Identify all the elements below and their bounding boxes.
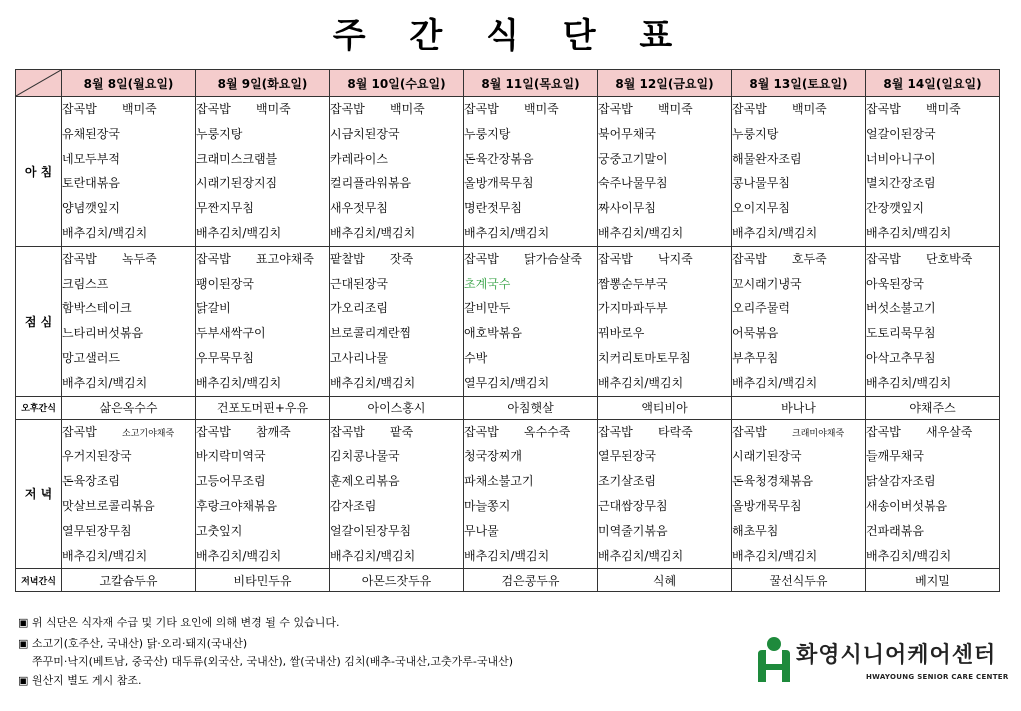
- menu-item: 돈육청경채볶음: [732, 474, 814, 489]
- porridge-item: 닭가슴살죽: [524, 251, 582, 266]
- menu-item: 조기살조림: [598, 474, 656, 489]
- menu-item: 해물완자조림: [732, 151, 802, 166]
- menu-item: 두부새싹구이: [196, 326, 266, 341]
- logo-subtitle: HWAYOUNG SENIOR CARE CENTER: [866, 673, 1009, 681]
- rice-item: 잡곡밥: [866, 102, 901, 116]
- menu-item: 배추김치/백김치: [598, 225, 684, 240]
- menu-item: 토란대볶음: [62, 176, 120, 191]
- menu-item: 얼갈이된장무침: [330, 523, 412, 538]
- menu-item: 가지마파두부: [598, 301, 668, 316]
- snack-cell: 베지밀: [866, 569, 1000, 592]
- menu-item: 버섯소불고기: [866, 301, 936, 316]
- menu-item: 콩나물무침: [732, 176, 790, 191]
- menu-item: 오리주물럭: [732, 301, 790, 316]
- menu-item: 크래미스크램블: [196, 151, 278, 166]
- porridge-item: 백미죽: [524, 102, 559, 116]
- note-see-origin: ▣ 원산지 별도 게시 참조.: [18, 674, 142, 687]
- menu-item: 애호박볶음: [464, 326, 522, 341]
- menu-item: 후랑크야채볶음: [196, 498, 278, 513]
- menu-item: 크림스프: [62, 276, 109, 291]
- menu-item: 북어무채국: [598, 126, 656, 141]
- menu-item-line: [464, 420, 597, 445]
- menu-cell: [866, 419, 1000, 569]
- menu-item-line: [866, 247, 999, 272]
- menu-item: 명란젓무침: [464, 201, 522, 216]
- menu-cell: [196, 246, 330, 396]
- menu-item: 무나물: [464, 523, 499, 538]
- menu-item: 카레라이스: [330, 151, 388, 166]
- menu-item: 브로콜리계란찜: [330, 326, 412, 341]
- menu-cell: [196, 419, 330, 569]
- menu-item: 우무묵무침: [196, 350, 254, 365]
- snack-cell: 검은콩두유: [464, 569, 598, 592]
- menu-cell: [62, 246, 196, 396]
- menu-item: 양념깻잎지: [62, 201, 120, 216]
- menu-item-line: [732, 247, 865, 272]
- logo-name: 화영시니어케어센터: [796, 643, 997, 668]
- snack-cell: 식혜: [598, 569, 732, 592]
- menu-item: 열무된장국: [598, 449, 656, 464]
- porridge-item: 타락죽: [658, 424, 693, 439]
- menu-cell: [732, 419, 866, 569]
- menu-item: 배추김치/백김치: [464, 225, 550, 240]
- menu-item-line: [196, 420, 329, 445]
- rice-item: 잡곡밥: [62, 102, 97, 116]
- menu-item: 배추김치/백김치: [330, 225, 416, 240]
- menu-cell: [464, 97, 598, 247]
- menu-item: 함박스테이크: [62, 301, 132, 316]
- porridge-item: 표고야채죽: [256, 251, 314, 266]
- menu-item: 배추김치/백김치: [62, 375, 148, 390]
- menu-item: 배추김치/백김치: [330, 548, 416, 563]
- menu-cell: [62, 97, 196, 247]
- menu-item: 훈제오리볶음: [330, 474, 400, 489]
- menu-item: 돈육장조림: [62, 474, 120, 489]
- menu-item-line: [732, 420, 865, 445]
- rice-item: 잡곡밥: [866, 251, 901, 266]
- menu-item: 바지락미역국: [196, 449, 266, 464]
- menu-item: 멸치간장조림: [866, 176, 936, 191]
- menu-item: 올방개묵무침: [464, 176, 534, 191]
- menu-item-line: [62, 97, 195, 122]
- porridge-item: 단호박죽: [926, 251, 973, 266]
- menu-item: 감자조림: [330, 498, 377, 513]
- menu-item: 새우젓무침: [330, 201, 388, 216]
- corner-cell: [16, 70, 62, 97]
- menu-item: 열무된장무침: [62, 523, 132, 538]
- menu-item: 새송이버섯볶음: [866, 498, 948, 513]
- snack-cell: 건포도머핀+우유: [196, 396, 330, 419]
- snack-cell: 비타민두유: [196, 569, 330, 592]
- menu-cell: [598, 246, 732, 396]
- snack-cell: 바나나: [732, 396, 866, 419]
- menu-item: 근대된장국: [330, 276, 388, 291]
- menu-item: 배추김치/백김치: [196, 375, 282, 390]
- menu-cell: [866, 246, 1000, 396]
- menu-item: 배추김치/백김치: [866, 375, 952, 390]
- day-header: 8월 13일(토요일): [732, 70, 866, 97]
- menu-item: 누룽지탕: [464, 126, 511, 141]
- menu-item-line: [196, 97, 329, 122]
- rice-item: 잡곡밥: [732, 102, 767, 116]
- menu-item: 고사리나물: [330, 350, 388, 365]
- menu-item: 꿔바로우: [598, 326, 645, 341]
- menu-item: 해초무침: [732, 523, 779, 538]
- snack-cell: 아몬드잣두유: [330, 569, 464, 592]
- menu-item: 팽이된장국: [196, 276, 254, 291]
- menu-item-line: [866, 97, 999, 122]
- menu-item-line: [732, 97, 865, 122]
- menu-item: 수박: [464, 350, 488, 365]
- snack-label: 오후간식: [16, 396, 62, 419]
- menu-item: 배추김치/백김치: [732, 548, 818, 563]
- menu-item-line: [598, 420, 731, 445]
- snack-cell: 아이스홍시: [330, 396, 464, 419]
- rice-item: 잡곡밥: [598, 251, 633, 266]
- rice-item: 잡곡밥: [598, 424, 633, 439]
- rice-item: 잡곡밥: [196, 424, 231, 439]
- porridge-item: 백미죽: [122, 102, 157, 116]
- menu-item: 배추김치/백김치: [196, 548, 282, 563]
- menu-item: 초계국수: [464, 276, 511, 291]
- menu-item: 닭살감자조림: [866, 474, 936, 489]
- snack-cell: 삶은옥수수: [62, 396, 196, 419]
- porridge-item: 녹두죽: [122, 251, 157, 266]
- porridge-item: 옥수수죽: [524, 424, 571, 439]
- menu-cell: [330, 97, 464, 247]
- menu-item: 간장깻잎지: [866, 201, 924, 216]
- menu-item: 네모두부적: [62, 151, 120, 166]
- menu-item-line: [62, 247, 195, 272]
- snack-cell: 고칼슘두유: [62, 569, 196, 592]
- rice-item: 잡곡밥: [464, 424, 499, 439]
- menu-item: 어묵볶음: [732, 326, 779, 341]
- porridge-item: 백미죽: [256, 102, 291, 116]
- menu-item: 고등어무조림: [196, 474, 266, 489]
- menu-item: 배추김치/백김치: [866, 548, 952, 563]
- porridge-item: 백미죽: [926, 102, 961, 116]
- menu-item: 건파래볶음: [866, 523, 924, 538]
- rice-item: 잡곡밥: [330, 424, 365, 439]
- day-header: 8월 10일(수요일): [330, 70, 464, 97]
- menu-cell: [866, 97, 1000, 247]
- snack-cell: 꿀선식두유: [732, 569, 866, 592]
- center-logo: [754, 636, 1009, 690]
- menu-item: 아욱된장국: [866, 276, 924, 291]
- menu-item: 도토리묵무침: [866, 326, 936, 341]
- menu-item: 배추김치/백김치: [62, 225, 148, 240]
- menu-item-line: [330, 420, 463, 445]
- porridge-item: 백미죽: [792, 102, 827, 116]
- menu-item: 너비아니구이: [866, 151, 936, 166]
- breakfast-row: [16, 97, 1000, 247]
- menu-item: 치커리토마토무침: [598, 350, 691, 365]
- menu-item: 근대쌈장무침: [598, 498, 668, 513]
- rice-item: 잡곡밥: [866, 424, 901, 439]
- menu-item-line: [598, 247, 731, 272]
- pm-snack-row: [16, 396, 1000, 419]
- weekly-menu-table: [15, 69, 1000, 592]
- menu-item: 오이지무침: [732, 201, 790, 216]
- menu-cell: [598, 97, 732, 247]
- meal-label: 점 심: [16, 246, 62, 396]
- menu-item: 우거지된장국: [62, 449, 132, 464]
- menu-item-line: [62, 420, 195, 445]
- day-header: 8월 8일(월요일): [62, 70, 196, 97]
- menu-item: 미역줄기볶음: [598, 523, 668, 538]
- rice-item: 잡곡밥: [732, 251, 767, 266]
- menu-cell: [464, 246, 598, 396]
- menu-item: 시래기된장국: [732, 449, 802, 464]
- menu-cell: [732, 97, 866, 247]
- menu-item: 얼갈이된장국: [866, 126, 936, 141]
- menu-cell: [598, 419, 732, 569]
- porridge-item: 팥죽: [390, 424, 414, 439]
- menu-item: 궁중고기말이: [598, 151, 668, 166]
- porridge-item: 낙지죽: [658, 251, 693, 266]
- menu-cell: [464, 419, 598, 569]
- rice-item: 잡곡밥: [62, 251, 97, 266]
- menu-item: 배추김치/백김치: [598, 375, 684, 390]
- rice-item: 팥찰밥: [330, 251, 365, 266]
- notes: [18, 612, 513, 691]
- menu-item-line: [330, 97, 463, 122]
- lunch-row: [16, 246, 1000, 396]
- menu-item-line: [330, 247, 463, 272]
- rice-item: 잡곡밥: [330, 102, 365, 116]
- night-snack-row: [16, 569, 1000, 592]
- rice-item: 잡곡밥: [196, 102, 231, 116]
- menu-item: 닭갈비: [196, 301, 231, 316]
- menu-item-line: [464, 247, 597, 272]
- rice-item: 잡곡밥: [62, 424, 97, 439]
- meal-label: 저 녁: [16, 419, 62, 569]
- menu-item: 맛살브로콜리볶음: [62, 498, 155, 513]
- menu-item: 짬뽕순두부국: [598, 276, 668, 291]
- menu-item: 시금치된장국: [330, 126, 400, 141]
- diagonal-line-icon: [16, 70, 61, 96]
- menu-item: 컬리플라워볶음: [330, 176, 412, 191]
- page-title: 주 간 식 단 표: [332, 16, 689, 56]
- menu-item: 배추김치/백김치: [732, 375, 818, 390]
- menu-item: 배추김치/백김치: [866, 225, 952, 240]
- menu-item: 숙주나물무침: [598, 176, 668, 191]
- porridge-item: 참깨죽: [256, 424, 291, 439]
- rice-item: 잡곡밥: [464, 251, 499, 266]
- porridge-item: 백미죽: [390, 102, 425, 116]
- dinner-row: [16, 419, 1000, 569]
- menu-item: 느타리버섯볶음: [62, 326, 144, 341]
- porridge-item: 크래미야채죽: [792, 428, 845, 439]
- menu-item-line: [464, 97, 597, 122]
- rice-item: 잡곡밥: [598, 102, 633, 116]
- day-header: 8월 14일(일요일): [866, 70, 1000, 97]
- menu-item: 누룽지탕: [196, 126, 243, 141]
- menu-item: 배추김치/백김치: [330, 375, 416, 390]
- menu-item: 무짠지무침: [196, 201, 254, 216]
- note-origin-meat: ▣ 소고기(호주산, 국내산) 닭·오리·돼지(국내산): [18, 637, 248, 650]
- day-header: 8월 11일(목요일): [464, 70, 598, 97]
- snack-label: 저녁간식: [16, 569, 62, 592]
- day-header: 8월 12일(금요일): [598, 70, 732, 97]
- menu-item: 파채소불고기: [464, 474, 534, 489]
- note-change: ▣ 위 식단은 식자재 수급 및 기타 요인에 의해 변경 될 수 있습니다.: [18, 616, 340, 629]
- menu-item: 열무김치/백김치: [464, 375, 550, 390]
- menu-cell: [330, 419, 464, 569]
- menu-item: 김치콩나물국: [330, 449, 400, 464]
- porridge-item: 잣죽: [390, 251, 414, 266]
- menu-item: 배추김치/백김치: [464, 548, 550, 563]
- menu-item: 시래기된장지짐: [196, 176, 278, 191]
- menu-item: 들깨무채국: [866, 449, 924, 464]
- menu-item: 부추무침: [732, 350, 779, 365]
- snack-cell: 야채주스: [866, 396, 1000, 419]
- header-row: [16, 70, 1000, 97]
- menu-item: 꼬시래기냉국: [732, 276, 802, 291]
- porridge-item: 소고기야채죽: [122, 428, 175, 439]
- menu-item: 배추김치/백김치: [598, 548, 684, 563]
- hwayoung-logo-icon: [754, 636, 794, 686]
- meal-label: 아 침: [16, 97, 62, 247]
- menu-item: 망고샐러드: [62, 350, 120, 365]
- menu-cell: [196, 97, 330, 247]
- menu-item: 갈비만두: [464, 301, 511, 316]
- menu-item: 돈육간장볶음: [464, 151, 534, 166]
- menu-item-line: [196, 247, 329, 272]
- menu-item: 유채된장국: [62, 126, 120, 141]
- menu-item: 마늘쫑지: [464, 498, 511, 513]
- menu-item: 올방개묵무침: [732, 498, 802, 513]
- menu-cell: [330, 246, 464, 396]
- snack-cell: 아침햇살: [464, 396, 598, 419]
- menu-item: 가오리조림: [330, 301, 388, 316]
- menu-item: 청국장찌개: [464, 449, 522, 464]
- menu-item: 누룽지탕: [732, 126, 779, 141]
- rice-item: 잡곡밥: [196, 251, 231, 266]
- menu-item: 배추김치/백김치: [732, 225, 818, 240]
- menu-item: 고춧잎지: [196, 523, 243, 538]
- rice-item: 잡곡밥: [464, 102, 499, 116]
- porridge-item: 새우살죽: [926, 424, 973, 439]
- snack-cell: 액티비아: [598, 396, 732, 419]
- porridge-item: 호두죽: [792, 251, 827, 266]
- day-header: 8월 9일(화요일): [196, 70, 330, 97]
- menu-item-line: [598, 97, 731, 122]
- porridge-item: 백미죽: [658, 102, 693, 116]
- menu-cell: [62, 419, 196, 569]
- menu-item: 배추김치/백김치: [62, 548, 148, 563]
- rice-item: 잡곡밥: [732, 424, 767, 439]
- note-origin-other: 쭈꾸미·낙지(베트남, 중국산) 대두류(외국산, 국내산), 쌀(국내산) 김치(배추-국내산,고춧가루-국내산): [32, 655, 514, 668]
- menu-item: 짜사이무침: [598, 201, 656, 216]
- menu-item: 배추김치/백김치: [196, 225, 282, 240]
- menu-item-line: [866, 420, 999, 445]
- menu-cell: [732, 246, 866, 396]
- menu-item: 아삭고추무침: [866, 350, 936, 365]
